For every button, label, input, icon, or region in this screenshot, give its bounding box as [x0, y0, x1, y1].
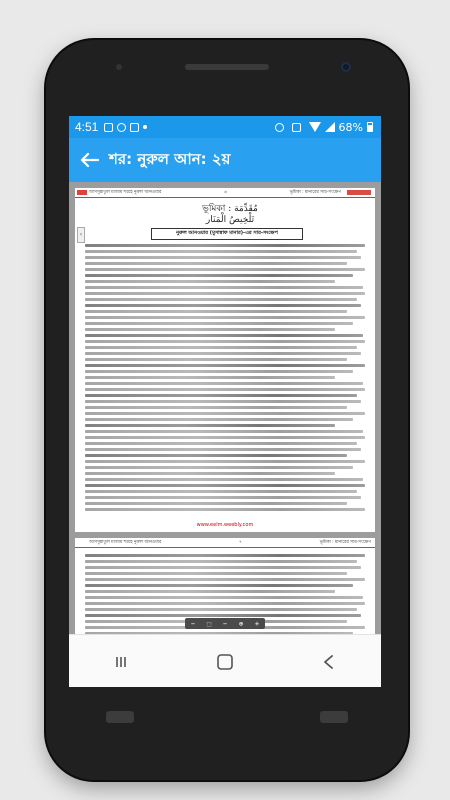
text-line — [85, 256, 361, 259]
text-line — [85, 490, 357, 493]
text-line — [85, 244, 365, 247]
recents-icon — [114, 655, 128, 669]
text-line — [85, 460, 365, 463]
page-number: ৭ — [239, 540, 242, 545]
text-line — [85, 382, 363, 385]
text-line — [85, 590, 335, 593]
text-line — [85, 310, 347, 313]
hardware-button-right — [320, 711, 348, 723]
arabic-heading — [185, 204, 275, 226]
home-button[interactable] — [205, 642, 245, 682]
page-header-left: আসসুন্নাতুল মাজাম শরহে নুরুল আনওয়ার — [89, 190, 162, 195]
text-line — [85, 346, 357, 349]
navigation-bar — [69, 634, 381, 687]
page-header — [75, 538, 375, 548]
alarm-icon — [275, 123, 284, 132]
text-line — [85, 496, 361, 499]
text-line — [85, 412, 365, 415]
text-line — [85, 472, 335, 475]
page-number: ৬ — [224, 190, 227, 195]
chevron-left-icon[interactable]: ‹ — [77, 227, 85, 243]
battery-icon — [367, 122, 373, 132]
text-line — [85, 508, 365, 511]
zoom-control[interactable]: − — [190, 619, 196, 628]
hardware-button-left — [106, 711, 134, 723]
text-line — [85, 280, 335, 283]
proximity-sensor — [116, 64, 122, 70]
arabic-heading-line-1: مُقَدِّمَة : ভূমিকা — [202, 204, 258, 214]
text-line — [85, 400, 361, 403]
text-line — [85, 608, 357, 611]
text-line — [85, 358, 347, 361]
text-line — [85, 466, 353, 469]
text-line — [85, 442, 357, 445]
text-line — [85, 250, 357, 253]
text-line — [85, 262, 347, 265]
text-line — [85, 298, 357, 301]
text-line — [85, 304, 361, 307]
text-line — [85, 286, 363, 289]
text-line — [85, 268, 365, 271]
text-line — [85, 292, 365, 295]
page-footer-link[interactable]: www.eelm.weebly.com — [196, 522, 254, 528]
status-time: 4:51 — [75, 120, 99, 134]
text-line — [85, 572, 347, 575]
text-line — [85, 418, 353, 421]
text-line — [85, 322, 353, 325]
text-line — [85, 584, 353, 587]
text-line — [85, 448, 361, 451]
sync-icon — [117, 123, 126, 132]
text-line — [85, 578, 365, 581]
document-viewer[interactable] — [69, 182, 381, 634]
text-line — [85, 560, 357, 563]
recents-button[interactable] — [101, 642, 141, 682]
text-line — [85, 502, 347, 505]
zoom-control[interactable]: − — [222, 619, 228, 628]
photo-icon — [104, 123, 113, 132]
zoom-control[interactable]: ⊕ — [238, 619, 244, 628]
text-line — [85, 454, 347, 457]
text-line — [85, 340, 365, 343]
text-line — [85, 484, 365, 487]
arrow-left-icon — [79, 152, 99, 168]
text-line — [85, 406, 347, 409]
nav-back-button[interactable] — [309, 642, 349, 682]
wifi-icon — [309, 122, 321, 132]
arabic-heading-line-2: تَلْخِيصُ الْمَنَار — [205, 215, 255, 225]
back-icon — [322, 655, 336, 669]
text-line — [85, 436, 365, 439]
message-icon — [130, 123, 139, 132]
text-line — [85, 566, 361, 569]
text-line — [85, 316, 365, 319]
status-right — [275, 121, 373, 134]
text-line — [85, 596, 363, 599]
app-logo-icon — [77, 190, 87, 195]
text-line — [85, 328, 335, 331]
page-header-right: ভূমিকা : মানারের সার-সংক্ষেপ — [289, 190, 341, 195]
page-title: শর: নুরুল আন: ২য় — [109, 149, 231, 168]
text-line — [85, 602, 365, 605]
signal-icon — [325, 122, 335, 132]
status-bar — [69, 116, 381, 138]
battery-percent: 68% — [338, 120, 363, 134]
zoom-control[interactable]: ⬚ — [206, 619, 212, 628]
text-line — [85, 388, 365, 391]
text-line — [85, 352, 361, 355]
home-icon — [216, 653, 234, 671]
text-line — [85, 430, 363, 433]
page-header-left: আসসুন্নাতুল মাজাম শরহে নুরুল আনওয়ার — [89, 540, 162, 545]
page-tag — [347, 190, 371, 195]
text-line — [85, 394, 357, 397]
dot-icon — [143, 125, 147, 129]
text-line — [85, 370, 353, 373]
text-line — [85, 334, 363, 337]
document-page-1 — [75, 188, 375, 532]
text-line — [85, 376, 335, 379]
mute-icon — [292, 123, 301, 132]
text-line — [85, 614, 361, 617]
zoom-toolbar — [185, 618, 265, 629]
text-line — [85, 364, 365, 367]
front-camera — [341, 62, 351, 72]
zoom-control[interactable]: + — [254, 619, 260, 628]
section-title-box: নুরুল আনওয়ার (মুসান্নাফ মানার)-এর সার-সংক্ষেপ — [151, 228, 303, 240]
app-screen — [69, 116, 381, 687]
text-line — [85, 274, 353, 277]
text-line — [85, 554, 365, 557]
app-bar — [69, 138, 381, 182]
back-button[interactable] — [69, 138, 109, 182]
text-line — [85, 424, 335, 427]
page-header — [75, 188, 375, 198]
page-header-right: ভূমিকা : মানারের সার-সংক্ষেপ — [319, 540, 371, 545]
speaker-grille — [185, 64, 269, 70]
text-line — [85, 478, 363, 481]
